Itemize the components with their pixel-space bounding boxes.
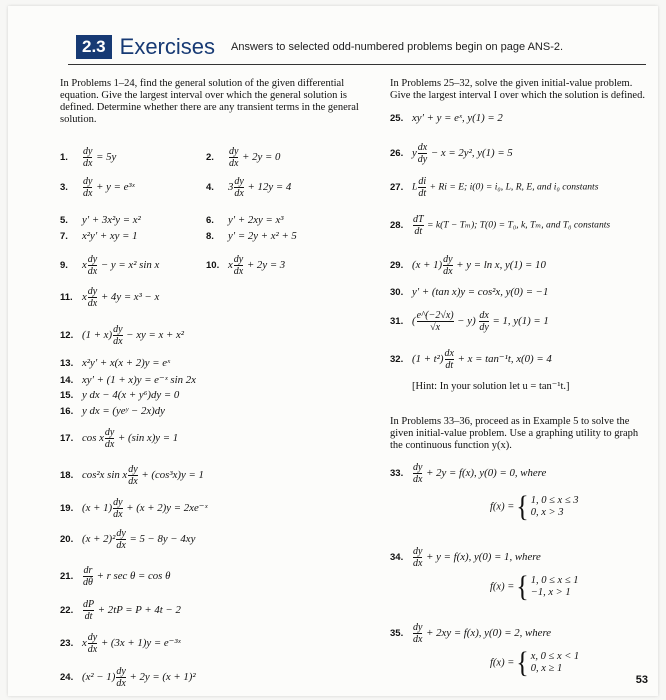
- problem-14: 14. xy′ + (1 + x)y = e⁻ˣ sin 2x: [60, 374, 196, 386]
- right-intro-piecewise: In Problems 33–36, proceed as in Example 5 to solve the given initial-value problem. Use a graphing utility to graph the continuous function y(x).: [390, 416, 639, 451]
- problem-number: 1.: [60, 151, 68, 163]
- problem-13: 13. x²y′ + x(x + 2)y = eˣ: [60, 357, 171, 369]
- textbook-page: [8, 6, 658, 696]
- header-divider: [68, 64, 646, 65]
- problem-4: 4. 3 $\frac{dy}{dx}$ + 12y = 4: [206, 176, 292, 199]
- problem-6: 6. y′ + 2xy = x³: [206, 214, 284, 226]
- problem-26: 26. y $\frac{dx}{dy}$ − x = 2y², y(1) = 5: [390, 142, 513, 165]
- hint-text: [Hint: In your solution let u = tan⁻¹t.]: [412, 381, 570, 392]
- problem-35: 35. $\frac{dy}{dx}$ + 2xy = f(x), y(0) = 2, where: [390, 622, 552, 645]
- problem-7: 7. x²y′ + xy = 1: [60, 230, 138, 242]
- piecewise-33: f(x) ={ 1, 0 ≤ x ≤ 3 0, x > 3: [490, 489, 579, 524]
- right-intro-ivp: In Problems 25–32, solve the given initial-value problem. Give the largest interval I over which the solution is defined.: [390, 78, 645, 101]
- problem-1: [60, 146, 116, 169]
- answers-note: Answers to selected odd-numbered problems begin on page ANS-2.: [231, 41, 564, 53]
- problem-27: 27. L $\frac{di}{dt}$ + Ri = E; i(0) = i₀, L, R, E, and i₀ constants: [390, 176, 599, 199]
- problem-18: 18. cos²x sin x $\frac{dy}{dx}$ + (cos³x)y = 1: [60, 464, 204, 487]
- problem-3: 3. $\frac{dy}{dx}$ + y = e³ˣ: [60, 176, 135, 199]
- equation-rhs: = 5y: [93, 150, 117, 163]
- piecewise-34: f(x) ={ 1, 0 ≤ x ≤ 1 −1, x > 1: [490, 569, 579, 604]
- left-intro: In Problems 1–24, find the general solution of the given differential equation. Give the largest interval over which the general solution is defined. Determine whether there are any transient terms in the general solution.: [60, 78, 359, 125]
- derivative: $\frac{dy}{dx}$: [83, 146, 93, 169]
- problem-19: 19. (x + 1) $\frac{dy}{dx}$ + (x + 2)y = 2xe⁻ˣ: [60, 497, 208, 520]
- problem-23: 23. x $\frac{dy}{dx}$ + (3x + 1)y = e⁻³ˣ: [60, 632, 181, 655]
- problem-10: 10. x $\frac{dy}{dx}$ + 2y = 3: [206, 254, 286, 277]
- problem-5: 5. y′ + 3x²y = x²: [60, 214, 141, 226]
- problem-2: 2. $\frac{dy}{dx}$ + 2y = 0: [206, 146, 281, 169]
- problem-31: 31. ( $\frac{e\^{}(-2√x)}{√x}$ − y) $\frac{dx}{dy}$ = 1, y(1) = 1: [390, 310, 549, 333]
- problem-30: 30. y′ + (tan x)y = cos²x, y(0) = −1: [390, 286, 549, 298]
- problem-24: 24. (x² − 1) $\frac{dy}{dx}$ + 2y = (x + 1)²: [60, 666, 196, 689]
- piecewise-35: f(x) ={ x, 0 ≤ x < 1 0, x ≥ 1: [490, 645, 580, 680]
- problem-16: 16. y dx = (yeʸ − 2x)dy: [60, 405, 165, 417]
- problem-25: 25. xy′ + y = eˣ, y(1) = 2: [390, 112, 503, 124]
- problem-15: 15. y dx − 4(x + y⁶)dy = 0: [60, 389, 180, 401]
- problem-11: 11. x $\frac{dy}{dx}$ + 4y = x³ − x: [60, 286, 160, 309]
- problem-17: 17. cos x $\frac{dy}{dx}$ + (sin x)y = 1: [60, 427, 179, 450]
- problem-9: 9. x $\frac{dy}{dx}$ − y = x² sin x: [60, 254, 160, 277]
- section-header: [76, 34, 563, 60]
- problem-33: 33. $\frac{dy}{dx}$ + 2y = f(x), y(0) = 0, where: [390, 462, 547, 485]
- problem-32: 32. (1 + t²) $\frac{dx}{dt}$ + x = tan⁻¹t, x(0) = 4: [390, 348, 552, 371]
- problem-22: 22. $\frac{dP}{dt}$ + 2tP = P + 4t − 2: [60, 599, 181, 622]
- problem-29: 29. (x + 1) $\frac{dy}{dx}$ + y = ln x, y(1) = 10: [390, 254, 546, 277]
- problem-34: 34. $\frac{dy}{dx}$ + y = f(x), y(0) = 1, where: [390, 546, 541, 569]
- problem-21: 21. $\frac{dr}{d\theta}$ + r sec θ = cos θ: [60, 565, 171, 588]
- problem-28: 28. $\frac{dT}{dt}$ = k(T − Tₘ); T(0) = T₀, k, Tₘ, and T₀ constants: [390, 214, 611, 237]
- section-title: Exercises: [119, 34, 215, 59]
- problem-12: 12. (1 + x) $\frac{dy}{dx}$ − xy = x + x²: [60, 324, 184, 347]
- section-number-badge: 2.3: [76, 35, 112, 59]
- page-number: 53: [635, 674, 648, 686]
- problem-8: 8. y′ = 2y + x² + 5: [206, 230, 297, 242]
- problem-20: 20. (x + 2)² $\frac{dy}{dx}$ = 5 − 8y − 4xy: [60, 528, 196, 551]
